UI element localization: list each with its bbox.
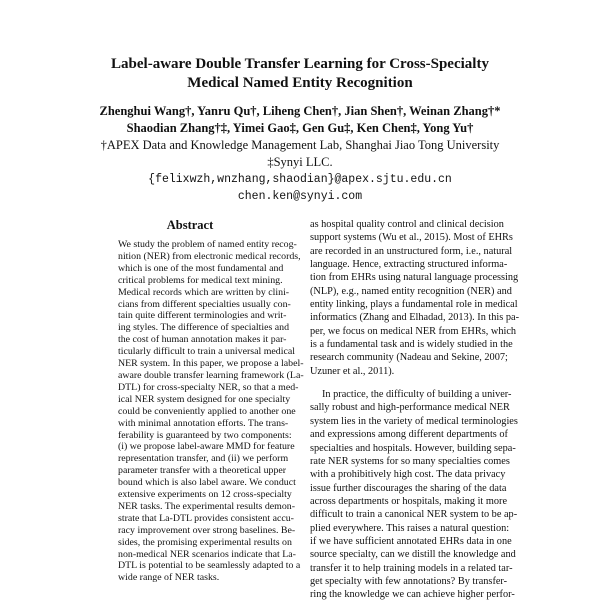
text-line: which is one of the most fundamental and	[118, 262, 284, 274]
text-line: representation transfer, and (ii) we perform	[118, 453, 289, 465]
text-line: In practice, the difficulty of building a univer-	[322, 389, 512, 401]
text-line: ical NER system designed for one specialty	[118, 393, 291, 405]
text-line: specialties and hospitals. However, building sepa-	[310, 442, 516, 454]
text-line: wide range of NER tasks.	[118, 572, 220, 584]
text-line: system lies in the variety of medical terminologies	[310, 415, 518, 427]
text-line: get specialty with few annotations? By transfer-	[310, 575, 508, 587]
text-line: tain quite different terminologies and writ-	[118, 310, 287, 322]
text-line: and expressions among different departments of	[310, 429, 508, 441]
text-line: are recorded in an unstructured form, i.e., natural	[310, 245, 513, 257]
title-line: Medical Named Entity Recognition	[187, 75, 413, 91]
author-line: Shaodian Zhang†‡, Yimei Gao‡, Gen Gu‡, Ken Chen‡, Yong Yu†	[126, 121, 474, 135]
text-line: tion from EHRs using natural language processing	[310, 272, 519, 284]
text-line: aware double transfer learning framework (La-	[118, 369, 304, 381]
text-line: Uzuner et al., 2011).	[310, 365, 395, 377]
abstract-heading: Abstract	[166, 218, 214, 232]
text-line: could be conveniently applied to another one	[118, 405, 296, 417]
text-line: ring the knowledge we can achieve higher perfor-	[310, 589, 515, 601]
text-line: language. Hence, extracting structured informa-	[310, 259, 508, 271]
text-line: racy improvement over strong baselines. Be-	[118, 524, 296, 536]
abstract-body	[118, 239, 304, 584]
text-line: (NLP), e.g., named entity recognition (NER) and	[310, 285, 512, 297]
author-line: Zhenghui Wang†, Yanru Qu†, Liheng Chen†, Jian Shen†, Weinan Zhang†*	[99, 104, 501, 118]
text-line: support systems (Wu et al., 2015). Most of EHRs	[310, 232, 513, 244]
text-line: bound which is also label aware. We conduct	[118, 477, 296, 489]
text-line: with minimal annotation efforts. The trans-	[118, 417, 289, 429]
text-line: parameter transfer with a theoretical upper	[118, 465, 287, 477]
affiliation-line: ‡Synyi LLC.	[267, 155, 333, 169]
email-line: chen.ken@synyi.com	[237, 190, 363, 203]
text-line: sally robust and high-performance medical NER	[310, 402, 510, 414]
text-line: if we have sufficient annotated EHRs data in one	[310, 535, 512, 547]
text-line: the cost of human annotation makes it par-	[118, 334, 287, 346]
text-line: NER tasks. The experimental results demon-	[118, 500, 295, 512]
paper-title	[0, 55, 600, 93]
title-line: Label-aware Double Transfer Learning for Cross-Specialty	[111, 56, 489, 72]
body-paragraph	[310, 388, 518, 602]
text-line: strate that La-DTL provides consistent accu-	[118, 512, 294, 524]
text-line: as hospital quality control and clinical decision	[310, 219, 504, 230]
text-line: with a prohibitively high cost. The data privacy	[310, 469, 506, 481]
email-line: {felixwzh,wnzhang,shaodian}@apex.sjtu.edu.cn	[148, 173, 452, 186]
text-line: cians from different specialties usually con-	[118, 298, 291, 310]
text-line: sides, the promising experimental results on	[118, 536, 292, 548]
text-line: critical problems for medical text mining.	[118, 274, 283, 286]
text-line: ferability is guaranteed by two components:	[118, 429, 292, 441]
text-line: source specialty, can we distill the knowledge and	[310, 549, 516, 561]
text-line: per, we focus on medical NER from EHRs, which	[310, 325, 517, 337]
text-line: We study the problem of named entity recog-	[118, 239, 297, 250]
text-line: DTL is potential to be seamlessly adapted to a	[118, 560, 301, 572]
text-line: ing styles. The difference of specialties and	[118, 322, 290, 334]
text-line: (i) we propose label-aware MMD for feature	[118, 441, 295, 453]
text-line: research community (Nadeau and Sekine, 2007;	[310, 352, 508, 364]
text-line: extensive experiments on 12 cross-specialty	[118, 489, 292, 501]
text-line: transfer it to help training models in a related tar-	[310, 562, 513, 574]
text-line: across departments or hospitals, making it more	[310, 495, 508, 507]
text-line: difficult to train a canonical NER system to be ap-	[310, 509, 518, 521]
text-line: informatics (Zhang and Elhadad, 2013). In this pa-	[310, 312, 520, 324]
text-line: plied everywhere. This raises a natural question:	[310, 522, 510, 534]
affiliation-line: †APEX Data and Knowledge Management Lab, Shanghai Jiao Tong University	[100, 138, 500, 152]
text-line: DTL) for cross-specialty NER, so that a med-	[118, 381, 299, 393]
body-paragraph	[310, 218, 520, 378]
text-line: entity linking, plays a fundamental role in medical	[310, 299, 518, 311]
text-line: nition (NER) from electronic medical records,	[118, 250, 301, 262]
text-line: non-medical NER scenarios indicate that La-	[118, 548, 296, 560]
body-column	[310, 218, 520, 602]
text-line: ticularly difficult to train a universal medical	[118, 346, 295, 358]
text-line: NER system. In this paper, we propose a label-	[118, 358, 304, 370]
author-block	[0, 103, 600, 205]
text-line: Medical records which are written by clini-	[118, 286, 290, 298]
text-line: is a fundamental task and is widely studied in the	[310, 339, 513, 351]
text-line: issue further discourages the sharing of the data	[310, 482, 507, 494]
text-line: rate NER systems for so many specialties comes	[310, 455, 510, 467]
